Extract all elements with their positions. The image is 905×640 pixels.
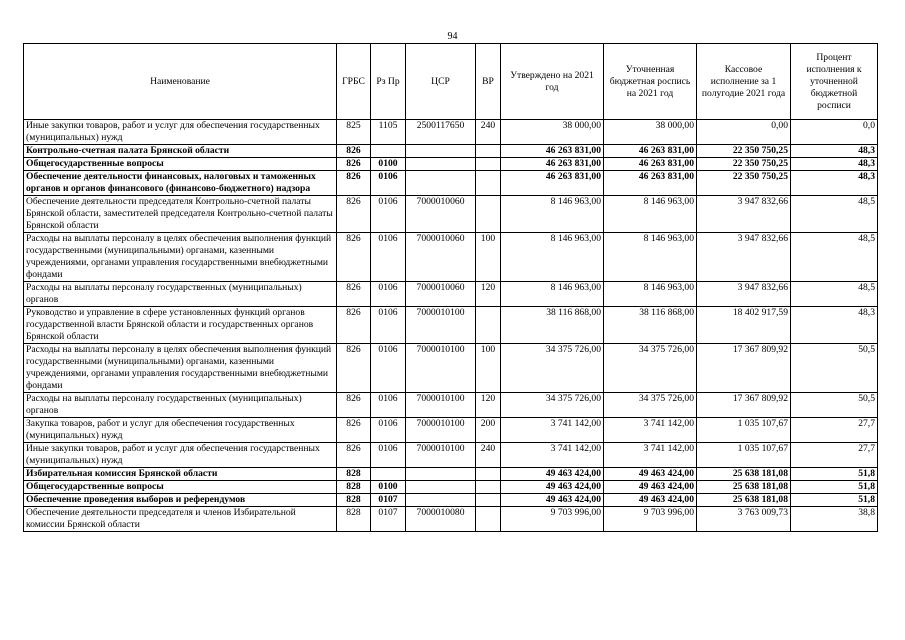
row-cash-cell: 25 638 181,08 [697, 494, 791, 507]
row-refined-cell: 34 375 726,00 [604, 393, 697, 418]
table-body [24, 120, 878, 532]
row-percent-cell: 50,5 [791, 344, 878, 393]
row-grbs-cell: 826 [337, 282, 371, 307]
row-cash-cell: 1 035 107,67 [697, 418, 791, 443]
row-refined-cell: 46 263 831,00 [604, 158, 697, 171]
row-cash-cell: 22 350 750,25 [697, 171, 791, 196]
row-cash-cell: 25 638 181,08 [697, 468, 791, 481]
row-approved-cell: 3 741 142,00 [501, 443, 604, 468]
row-refined-cell: 38 116 868,00 [604, 307, 697, 344]
row-csr-cell: 7000010100 [406, 344, 476, 393]
row-approved-cell: 38 000,00 [501, 120, 604, 145]
row-refined-cell: 3 741 142,00 [604, 443, 697, 468]
row-refined-cell: 9 703 996,00 [604, 507, 697, 532]
row-csr-cell [406, 158, 476, 171]
row-grbs-cell: 826 [337, 196, 371, 233]
row-percent-cell: 48,3 [791, 307, 878, 344]
row-vr-cell [476, 171, 501, 196]
row-refined-cell: 49 463 424,00 [604, 468, 697, 481]
row-vr-cell: 120 [476, 282, 501, 307]
row-vr-cell: 100 [476, 233, 501, 282]
table-row [24, 282, 878, 307]
row-grbs-cell: 826 [337, 145, 371, 158]
row-name-cell: Обеспечение проведения выборов и референдумов [24, 494, 337, 507]
table-row [24, 494, 878, 507]
row-name-cell: Иные закупки товаров, работ и услуг для обеспечения государственных (муниципальных) нужд [24, 120, 337, 145]
header-name: Наименование [24, 44, 337, 120]
table-row [24, 344, 878, 393]
row-grbs-cell: 826 [337, 393, 371, 418]
header-cash: Кассовое исполнение за 1 полугодие 2021 года [697, 44, 791, 120]
row-percent-cell: 48,5 [791, 282, 878, 307]
row-csr-cell: 7000010100 [406, 307, 476, 344]
row-vr-cell [476, 145, 501, 158]
row-refined-cell: 8 146 963,00 [604, 196, 697, 233]
table-row [24, 158, 878, 171]
row-vr-cell [476, 494, 501, 507]
row-rzpr-cell: 0107 [371, 494, 406, 507]
row-vr-cell: 100 [476, 344, 501, 393]
row-approved-cell: 8 146 963,00 [501, 282, 604, 307]
table-row [24, 145, 878, 158]
row-csr-cell: 7000010100 [406, 443, 476, 468]
row-cash-cell: 22 350 750,25 [697, 158, 791, 171]
row-refined-cell: 49 463 424,00 [604, 494, 697, 507]
table-row [24, 120, 878, 145]
row-percent-cell: 48,3 [791, 158, 878, 171]
row-grbs-cell: 828 [337, 468, 371, 481]
row-rzpr-cell: 0106 [371, 344, 406, 393]
row-refined-cell: 46 263 831,00 [604, 145, 697, 158]
row-cash-cell: 3 947 832,66 [697, 282, 791, 307]
row-approved-cell: 46 263 831,00 [501, 171, 604, 196]
row-rzpr-cell: 0106 [371, 443, 406, 468]
row-cash-cell: 18 402 917,59 [697, 307, 791, 344]
row-vr-cell: 240 [476, 120, 501, 145]
header-grbs: ГРБС [337, 44, 371, 120]
row-vr-cell [476, 196, 501, 233]
row-name-cell: Обеспечение деятельности председателя и членов Избирательной комиссии Брянской области [24, 507, 337, 532]
row-rzpr-cell: 0100 [371, 481, 406, 494]
row-grbs-cell: 826 [337, 233, 371, 282]
row-approved-cell: 8 146 963,00 [501, 233, 604, 282]
row-grbs-cell: 826 [337, 171, 371, 196]
row-grbs-cell: 826 [337, 418, 371, 443]
row-rzpr-cell [371, 145, 406, 158]
table-row [24, 443, 878, 468]
row-csr-cell [406, 171, 476, 196]
table-header-row [24, 44, 878, 120]
header-refined: Уточненная бюджетная роспись на 2021 год [604, 44, 697, 120]
row-csr-cell: 7000010060 [406, 282, 476, 307]
row-approved-cell: 34 375 726,00 [501, 393, 604, 418]
row-cash-cell: 17 367 809,92 [697, 393, 791, 418]
row-vr-cell: 240 [476, 443, 501, 468]
row-name-cell: Расходы на выплаты персоналу государственных (муниципальных) органов [24, 393, 337, 418]
row-grbs-cell: 825 [337, 120, 371, 145]
budget-execution-table [23, 43, 878, 532]
row-percent-cell: 51,8 [791, 468, 878, 481]
row-name-cell: Расходы на выплаты персоналу в целях обеспечения выполнения функций государственными (муниципальными) органами, казенными учреждениями, органами управления государственными внебюджетными фондами [24, 344, 337, 393]
row-name-cell: Общегосударственные вопросы [24, 158, 337, 171]
row-rzpr-cell: 0106 [371, 418, 406, 443]
row-vr-cell [476, 507, 501, 532]
row-percent-cell: 0,0 [791, 120, 878, 145]
table-row [24, 468, 878, 481]
row-refined-cell: 8 146 963,00 [604, 282, 697, 307]
row-rzpr-cell: 1105 [371, 120, 406, 145]
row-percent-cell: 51,8 [791, 481, 878, 494]
row-approved-cell: 38 116 868,00 [501, 307, 604, 344]
header-rzpr: Рз Пр [371, 44, 406, 120]
row-rzpr-cell [371, 468, 406, 481]
row-name-cell: Расходы на выплаты персоналу государственных (муниципальных) органов [24, 282, 337, 307]
header-approved: Утверждено на 2021 год [501, 44, 604, 120]
row-rzpr-cell: 0106 [371, 233, 406, 282]
row-approved-cell: 8 146 963,00 [501, 196, 604, 233]
table-row [24, 171, 878, 196]
row-percent-cell: 48,5 [791, 233, 878, 282]
row-name-cell: Иные закупки товаров, работ и услуг для обеспечения государственных (муниципальных) нужд [24, 443, 337, 468]
row-approved-cell: 9 703 996,00 [501, 507, 604, 532]
row-refined-cell: 8 146 963,00 [604, 233, 697, 282]
row-approved-cell: 3 741 142,00 [501, 418, 604, 443]
row-vr-cell: 120 [476, 393, 501, 418]
row-rzpr-cell: 0106 [371, 282, 406, 307]
row-name-cell: Избирательная комиссия Брянской области [24, 468, 337, 481]
row-percent-cell: 50,5 [791, 393, 878, 418]
table-row [24, 481, 878, 494]
header-csr: ЦСР [406, 44, 476, 120]
row-grbs-cell: 826 [337, 307, 371, 344]
table-row [24, 418, 878, 443]
row-csr-cell: 7000010100 [406, 393, 476, 418]
table-row [24, 196, 878, 233]
row-csr-cell: 2500117650 [406, 120, 476, 145]
row-approved-cell: 49 463 424,00 [501, 468, 604, 481]
row-percent-cell: 48,3 [791, 171, 878, 196]
row-percent-cell: 48,5 [791, 196, 878, 233]
row-csr-cell: 7000010060 [406, 196, 476, 233]
row-refined-cell: 46 263 831,00 [604, 171, 697, 196]
row-grbs-cell: 828 [337, 507, 371, 532]
row-cash-cell: 0,00 [697, 120, 791, 145]
row-cash-cell: 3 947 832,66 [697, 196, 791, 233]
row-csr-cell: 7000010080 [406, 507, 476, 532]
row-rzpr-cell: 0100 [371, 158, 406, 171]
row-vr-cell [476, 158, 501, 171]
row-vr-cell [476, 468, 501, 481]
row-grbs-cell: 826 [337, 158, 371, 171]
page-number: 94 [447, 31, 458, 42]
row-rzpr-cell: 0107 [371, 507, 406, 532]
row-refined-cell: 3 741 142,00 [604, 418, 697, 443]
table-row [24, 507, 878, 532]
row-refined-cell: 34 375 726,00 [604, 344, 697, 393]
row-approved-cell: 46 263 831,00 [501, 158, 604, 171]
table-row [24, 393, 878, 418]
row-rzpr-cell: 0106 [371, 307, 406, 344]
table-row [24, 307, 878, 344]
row-approved-cell: 49 463 424,00 [501, 481, 604, 494]
row-name-cell: Закупка товаров, работ и услуг для обеспечения государственных (муниципальных) нужд [24, 418, 337, 443]
row-csr-cell: 7000010060 [406, 233, 476, 282]
row-percent-cell: 38,8 [791, 507, 878, 532]
row-grbs-cell: 828 [337, 494, 371, 507]
row-name-cell: Обеспечение деятельности финансовых, налоговых и таможенных органов и органов финансового (финансово-бюджетного) надзора [24, 171, 337, 196]
row-approved-cell: 49 463 424,00 [501, 494, 604, 507]
row-rzpr-cell: 0106 [371, 171, 406, 196]
row-rzpr-cell: 0106 [371, 393, 406, 418]
row-approved-cell: 34 375 726,00 [501, 344, 604, 393]
row-grbs-cell: 826 [337, 344, 371, 393]
row-vr-cell [476, 481, 501, 494]
row-cash-cell: 3 763 009,73 [697, 507, 791, 532]
row-percent-cell: 27,7 [791, 443, 878, 468]
row-refined-cell: 38 000,00 [604, 120, 697, 145]
row-csr-cell [406, 494, 476, 507]
row-csr-cell: 7000010100 [406, 418, 476, 443]
row-refined-cell: 49 463 424,00 [604, 481, 697, 494]
row-csr-cell [406, 468, 476, 481]
row-cash-cell: 1 035 107,67 [697, 443, 791, 468]
row-name-cell: Общегосударственные вопросы [24, 481, 337, 494]
table-row [24, 233, 878, 282]
row-approved-cell: 46 263 831,00 [501, 145, 604, 158]
row-cash-cell: 22 350 750,25 [697, 145, 791, 158]
row-vr-cell [476, 307, 501, 344]
row-percent-cell: 27,7 [791, 418, 878, 443]
row-percent-cell: 48,3 [791, 145, 878, 158]
row-cash-cell: 17 367 809,92 [697, 344, 791, 393]
row-cash-cell: 3 947 832,66 [697, 233, 791, 282]
row-name-cell: Обеспечение деятельности председателя Контрольно-счетной палаты Брянской области, заместителей председателя Контрольно-счетной палаты Брянской области [24, 196, 337, 233]
row-cash-cell: 25 638 181,08 [697, 481, 791, 494]
row-rzpr-cell: 0106 [371, 196, 406, 233]
row-name-cell: Руководство и управление в сфере установленных функций органов государственной власти Брянской области и государственных органов Брянской области [24, 307, 337, 344]
row-vr-cell: 200 [476, 418, 501, 443]
row-name-cell: Контрольно-счетная палата Брянской области [24, 145, 337, 158]
row-csr-cell [406, 145, 476, 158]
row-grbs-cell: 828 [337, 481, 371, 494]
row-name-cell: Расходы на выплаты персоналу в целях обеспечения выполнения функций государственными (муниципальными) органами, казенными учреждениями, органами управления государственными внебюджетными фондами [24, 233, 337, 282]
header-percent: Процент исполнения к уточненной бюджетной росписи [791, 44, 878, 120]
row-grbs-cell: 826 [337, 443, 371, 468]
row-csr-cell [406, 481, 476, 494]
row-percent-cell: 51,8 [791, 494, 878, 507]
header-vr: ВР [476, 44, 501, 120]
